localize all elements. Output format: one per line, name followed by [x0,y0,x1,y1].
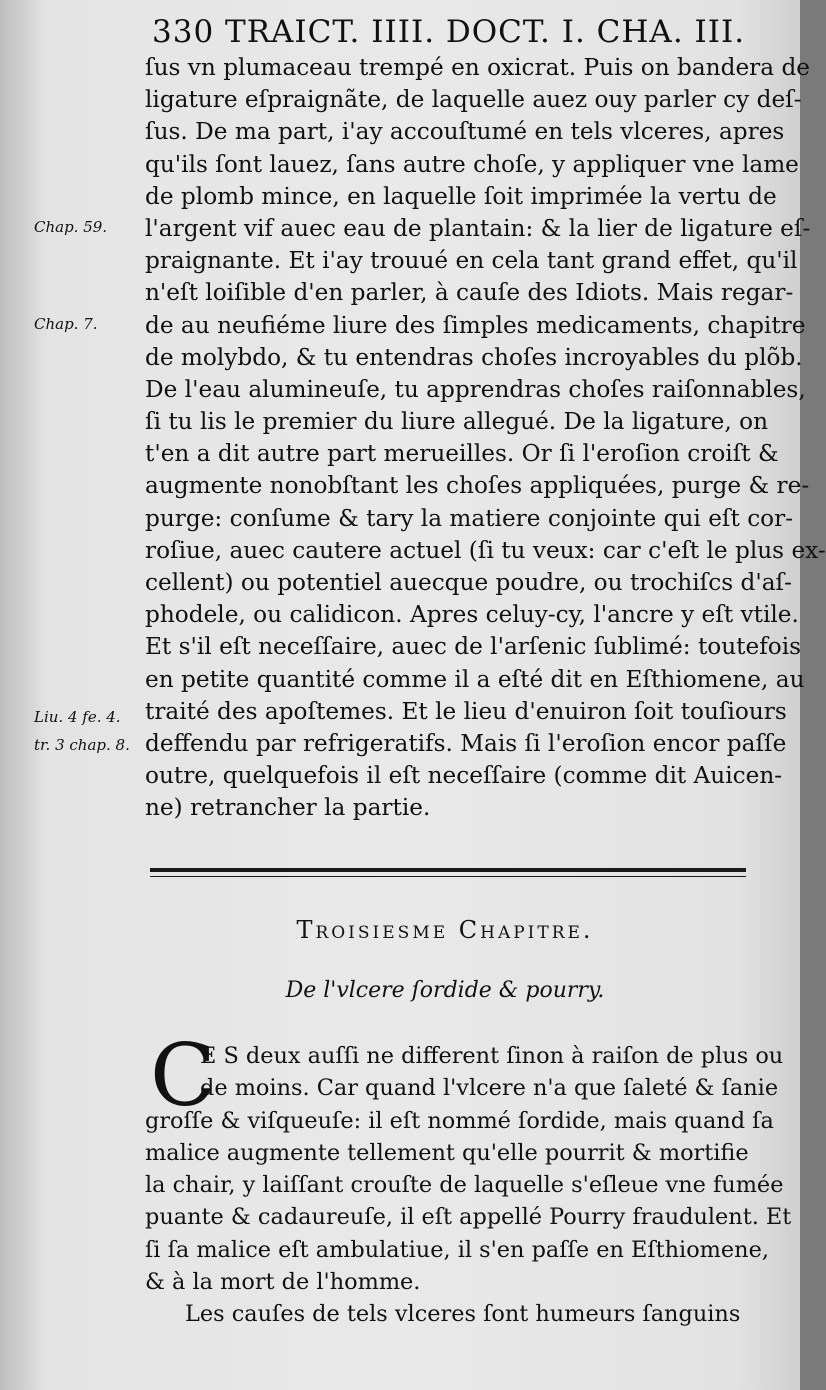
chapter-subtitle: De l'vlcere ſordide & pourry. [285,978,605,1003]
text-line: ſus. De ma part, i'ay accouſtumé en tels vlceres, apres [145,118,785,146]
text-line: E S deux auſſi ne different ſinon à raiſon de plus ou [200,1043,784,1069]
text-line: ligature eſpraignãte, de laquelle auez ouy parler cy deſ- [145,86,802,114]
text-line: Les cauſes de tels vlceres ſont humeurs ſanguins [185,1301,741,1328]
text-line: de plomb mince, en laquelle ſoit imprimée la vertu de [145,182,777,210]
ornamental-rule [150,868,746,872]
text-line: de moins. Car quand l'vlcere n'a que ſaleté & ſanie [200,1075,779,1102]
text-line: malice augmente tellement qu'elle pourrit & mortifie [145,1139,749,1166]
running-header: 330 TRAICT. IIII. DOCT. I. CHA. III. [152,14,746,50]
text-line: ſi tu lis le premier du liure allegué. De la ligature, on [145,408,769,436]
text-line: augmente nonobſtant les choſes appliquées, purge & re- [145,472,810,500]
margin-note: Chap. 59. [34,218,108,236]
text-line: de molybdo, & tu entendras choſes incroyables du plõb. [145,343,803,371]
drop-cap: C [150,1026,216,1126]
text-line: puante & cadaureuſe, il eſt appellé Pourry fraudulent. Et [145,1204,792,1231]
text-line: praignante. Et i'ay trouué en cela tant grand effet, qu'il [145,247,798,275]
text-line: qu'ils ſont lauez, ſans autre choſe, y appliquer vne lame [145,150,799,178]
ornamental-rule-thin [150,876,746,877]
text-line: phodele, ou calidicon. Apres celuy-cy, l'ancre y eſt vtile. [145,601,799,629]
text-line: & à la mort de l'homme. [145,1269,421,1296]
text-line: t'en a dit autre part merueilles. Or ſi l'eroſion croiſt & [145,440,779,468]
margin-note: Liu. 4 fe. 4. [34,708,121,726]
text-line: traité des apoſtemes. Et le lieu d'enuiron ſoit touſiours [145,697,787,725]
text-line: la chair, y laiſſant crouſte de laquelle s'eſleue vne fumée [145,1172,784,1199]
text-line: purge: conſume & tary la matiere conjointe qui eſt cor- [145,504,794,532]
text-line: ne) retrancher la partie. [145,794,431,822]
text-line: groſſe & viſqueuſe: il eſt nommé ſordide, mais quand ſa [145,1107,774,1134]
text-line: deffendu par refrigeratifs. Mais ſi l'eroſion encor paſſe [145,729,787,757]
chapter-title: Troisiesme Chapitre. [296,916,594,944]
text-line: de au neufiéme liure des ſimples medicaments, chapitre [145,311,806,339]
margin-note: tr. 3 chap. 8. [34,736,130,754]
text-line: roſiue, auec cautere actuel (ſi tu veux: car c'eſt le plus ex- [145,536,826,564]
paragraph-continued [145,52,826,825]
text-line: ſus vn plumaceau trempé en oxicrat. Puis on bandera de [145,54,811,81]
text-line: n'eſt loiſible d'en parler, à cauſe des Idiots. Mais regar- [145,279,794,307]
text-line: ſi ſa malice eſt ambulatiue, il s'en paſſe en Eſthiomene, [145,1236,769,1263]
text-line: outre, quelquefois il eſt neceſſaire (comme dit Auicen- [145,762,783,790]
text-line: l'argent vif auec eau de plantain: & la lier de ligature eſ- [145,214,811,242]
paragraph-chapter-3 [145,1040,792,1331]
text-line: en petite quantité comme il a eſté dit en Eſthiomene, au [145,665,805,693]
text-line: De l'eau alumineuſe, tu apprendras choſes raiſonnables, [145,375,806,403]
margin-note: Chap. 7. [34,315,98,333]
text-line: cellent) ou potentiel auecque poudre, ou trochiſcs d'aſ- [145,569,792,596]
text-line: Et s'il eſt neceſſaire, auec de l'arſenic ſublimé: toutefois [145,633,802,661]
